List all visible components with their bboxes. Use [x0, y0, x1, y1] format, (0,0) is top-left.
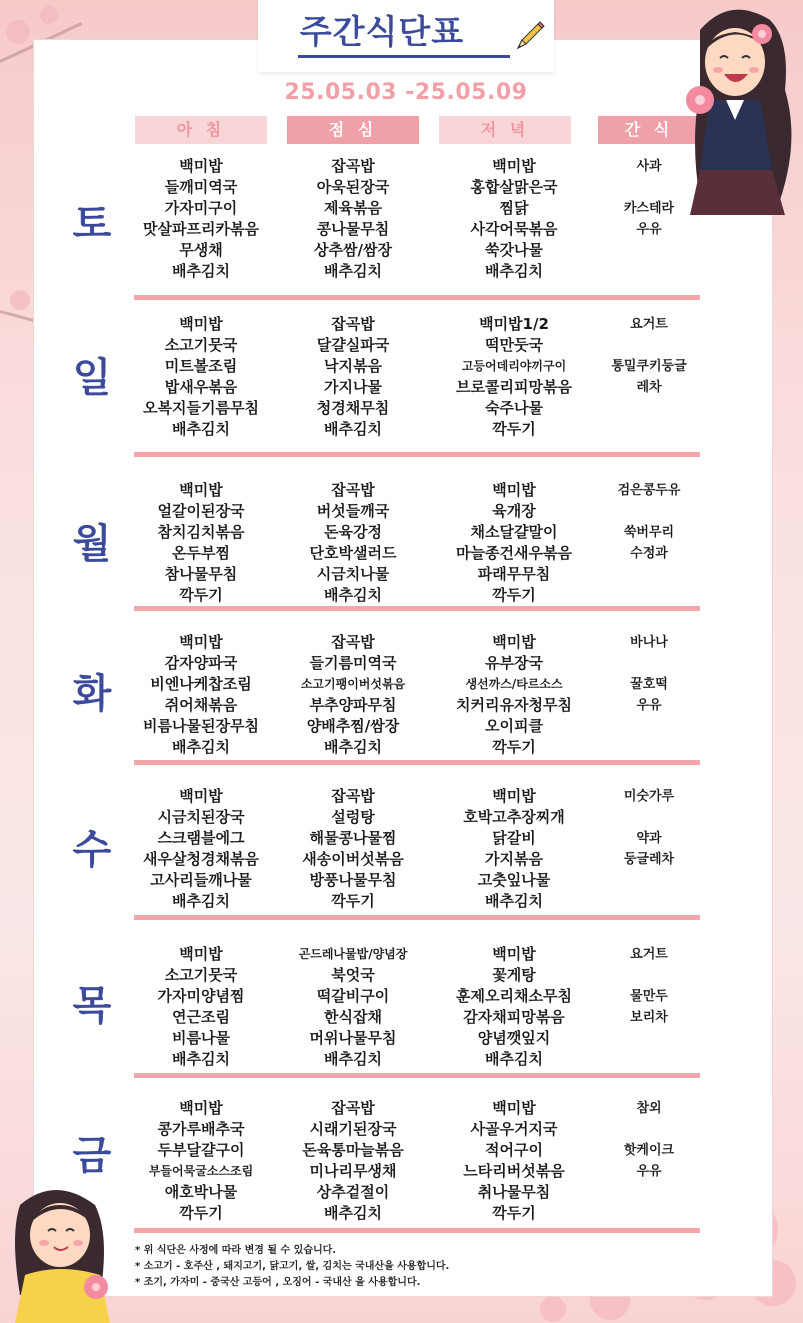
- menu-item: 상추겉절이: [316, 1183, 390, 1201]
- menu-item: 가지나물: [324, 378, 382, 396]
- snack-column: [598, 944, 700, 1070]
- menu-item: 약과: [636, 831, 662, 846]
- menu-item: 새송이버섯볶음: [302, 850, 404, 868]
- menu-item: 콩가루배추국: [157, 1120, 245, 1138]
- menu-item: [598, 398, 700, 419]
- menu-item: 들기름미역국: [309, 654, 397, 672]
- dinner-column: [439, 786, 589, 912]
- page-title: 주간식단표: [299, 12, 465, 51]
- menu-item: 시금치된장국: [157, 808, 245, 826]
- menu-item: 백미밥: [492, 157, 536, 175]
- menu-item: 잡곡밥: [331, 315, 375, 333]
- menu-item: 고춧잎나물: [477, 871, 551, 889]
- dinner-column: [439, 156, 589, 282]
- lunch-column: [287, 786, 419, 912]
- menu-item: 보리차: [630, 1010, 668, 1025]
- menu-item: 배추김치: [172, 892, 230, 910]
- menu-item: 깍두기: [492, 1204, 536, 1222]
- menu-item: [598, 585, 700, 606]
- menu-item: 돈육통마늘볶음: [302, 1141, 404, 1159]
- menu-item: 찜닭: [499, 199, 529, 217]
- day-separator: [134, 606, 700, 611]
- day-label: 수: [72, 827, 112, 873]
- breakfast-column: [135, 1098, 267, 1224]
- breakfast-column: [135, 944, 267, 1070]
- menu-item: 연근조림: [172, 1008, 230, 1026]
- menu-item: 감자양파국: [164, 654, 238, 672]
- snack-column: [598, 1098, 700, 1224]
- menu-item: [598, 1182, 700, 1203]
- menu-item: 단호박샐러드: [309, 544, 397, 562]
- menu-item: 홍합살맑은국: [470, 178, 558, 196]
- menu-item: 머위나물무침: [309, 1029, 397, 1047]
- menu-item: [598, 891, 700, 912]
- menu-item: 요거트: [630, 947, 668, 962]
- menu-item: 우유: [636, 222, 662, 237]
- lunch-column: [287, 1098, 419, 1224]
- snack-column: [598, 480, 700, 606]
- menu-item: 꿀호떡: [630, 677, 668, 692]
- menu-item: [598, 1119, 700, 1140]
- menu-item: 고등어데리야끼구이: [461, 359, 567, 373]
- menu-item: 무생채: [179, 241, 223, 259]
- menu-item: 새우살청경채볶음: [143, 850, 259, 868]
- menu-item: 배추김치: [324, 1050, 382, 1068]
- breakfast-column: [135, 156, 267, 282]
- menu-item: 두부달걀구이: [157, 1141, 245, 1159]
- menu-item: 양배추찜/쌈장: [306, 717, 400, 735]
- menu-item: 미트볼조림: [164, 357, 238, 375]
- menu-item: 맛살파프리카볶음: [143, 220, 259, 238]
- menu-item: 해물콩나물찜: [309, 829, 397, 847]
- menu-item: 배추김치: [172, 738, 230, 756]
- date-range: 25.05.03 -25.05.09: [284, 80, 528, 105]
- menu-item: 파래무무침: [477, 565, 551, 583]
- day-separator: [134, 1073, 700, 1078]
- menu-item: 치커리유자청무침: [456, 696, 572, 714]
- note-line: * 위 식단은 사정에 따라 변경 될 수 있습니다.: [135, 1245, 337, 1256]
- blossom-decoration: [540, 1296, 566, 1322]
- menu-item: 백미밥: [179, 633, 223, 651]
- menu-item: 미나리무생채: [309, 1162, 397, 1180]
- blossom-decoration: [10, 290, 30, 310]
- dinner-column: [439, 1098, 589, 1224]
- menu-item: 백미밥: [179, 157, 223, 175]
- menu-item: 잡곡밥: [331, 787, 375, 805]
- menu-item: 밥새우볶음: [164, 378, 238, 396]
- menu-item: 배추김치: [172, 262, 230, 280]
- menu-item: 육개장: [492, 502, 536, 520]
- menu-item: [598, 564, 700, 585]
- snack-column: [598, 632, 700, 758]
- menu-item: 가자미구이: [164, 199, 238, 217]
- notes: [135, 1243, 449, 1291]
- menu-item: 백미밥: [179, 787, 223, 805]
- menu-item: 고사리들깨나물: [150, 871, 252, 889]
- menu-item: 콩나물무침: [316, 220, 390, 238]
- menu-item: 북엇국: [331, 966, 375, 984]
- menu-item: 닭갈비: [492, 829, 536, 847]
- menu-item: [598, 1028, 700, 1049]
- menu-item: 백미밥: [492, 481, 536, 499]
- breakfast-column: [135, 786, 267, 912]
- dinner-column: [439, 944, 589, 1070]
- menu-item: [598, 965, 700, 986]
- menu-item: [598, 1203, 700, 1224]
- day-separator: [134, 295, 700, 300]
- menu-item: 사과: [636, 159, 662, 174]
- menu-item: 핫케이크: [623, 1143, 675, 1158]
- menu-item: 배추김치: [172, 420, 230, 438]
- menu-item: 깍두기: [179, 586, 223, 604]
- dinner-column: [439, 632, 589, 758]
- menu-item: 쑥버무리: [623, 525, 675, 540]
- menu-item: 오이피클: [485, 717, 543, 735]
- menu-item: 백미밥: [492, 633, 536, 651]
- header-breakfast: 아 침: [135, 116, 267, 144]
- note-line: * 조기, 가자미 - 중국산 고등어 , 오징어 - 국내산 을 사용합니다.: [135, 1277, 421, 1288]
- menu-item: 레차: [636, 380, 662, 395]
- breakfast-column: [135, 314, 267, 440]
- menu-item: 참나물무침: [164, 565, 238, 583]
- lunch-column: [287, 632, 419, 758]
- dinner-column: [439, 314, 589, 440]
- menu-item: 참외: [636, 1101, 662, 1116]
- menu-item: 들깨미역국: [164, 178, 238, 196]
- menu-item: 잡곡밥: [331, 157, 375, 175]
- menu-item: 깍두기: [492, 420, 536, 438]
- menu-item: 비엔나케찹조림: [150, 675, 252, 693]
- menu-item: 배추김치: [324, 1204, 382, 1222]
- title-underline: [298, 55, 510, 58]
- menu-item: 애호박나물: [164, 1183, 238, 1201]
- day-label: 월: [72, 521, 112, 567]
- menu-item: 감자채피망볶음: [463, 1008, 565, 1026]
- menu-item: [598, 261, 700, 282]
- menu-item: 유부장국: [485, 654, 543, 672]
- lunch-column: [287, 944, 419, 1070]
- menu-item: 스크램블에그: [157, 829, 245, 847]
- menu-item: [598, 335, 700, 356]
- menu-item: 상추쌈/쌈장: [314, 241, 392, 259]
- menu-item: 깍두기: [492, 738, 536, 756]
- menu-item: 떡갈비구이: [316, 987, 390, 1005]
- menu-item: 배추김치: [324, 738, 382, 756]
- menu-item: 적어구이: [485, 1141, 543, 1159]
- breakfast-column: [135, 632, 267, 758]
- menu-item: 우유: [636, 1164, 662, 1179]
- menu-item: [598, 716, 700, 737]
- menu-item: 백미밥: [179, 945, 223, 963]
- day-label: 토: [72, 201, 112, 247]
- menu-item: 한식잡채: [324, 1008, 382, 1026]
- menu-item: 백미밥: [492, 787, 536, 805]
- snack-column: [598, 786, 700, 912]
- menu-item: 제육볶음: [324, 199, 382, 217]
- blossom-decoration: [6, 20, 30, 44]
- menu-item: 수정과: [630, 546, 668, 561]
- menu-item: 백미밥: [179, 481, 223, 499]
- menu-item: 비름나물: [172, 1029, 230, 1047]
- menu-item: 잡곡밥: [331, 1099, 375, 1117]
- menu-item: 배추김치: [485, 892, 543, 910]
- menu-item: [598, 240, 700, 261]
- menu-item: 백미밥: [179, 1099, 223, 1117]
- menu-item: 떡만둣국: [485, 336, 543, 354]
- menu-item: 오복지들기름무침: [143, 399, 259, 417]
- menu-item: 호박고추장찌개: [463, 808, 565, 826]
- menu-item: 취나물무침: [477, 1183, 551, 1201]
- pencil-icon: [512, 20, 546, 54]
- menu-item: 채소달걀말이: [470, 523, 558, 541]
- menu-item: 잡곡밥: [331, 633, 375, 651]
- day-label: 일: [72, 355, 112, 401]
- menu-item: 소고기팽이버섯볶음: [300, 677, 406, 691]
- day-separator: [134, 1228, 700, 1233]
- menu-item: 카스테라: [623, 201, 675, 216]
- day-label: 화: [72, 671, 112, 717]
- menu-item: 생선까스/타르소스: [465, 677, 563, 691]
- girl-illustration: [660, 0, 803, 230]
- menu-item: 배추김치: [172, 1050, 230, 1068]
- day-separator: [134, 760, 700, 765]
- menu-item: [598, 737, 700, 758]
- day-separator: [134, 452, 700, 457]
- menu-item: 통밀쿠키둥글: [611, 359, 687, 374]
- day-label: 목: [72, 983, 112, 1029]
- menu-item: 잡곡밥: [331, 481, 375, 499]
- menu-item: 훈제오리채소무침: [456, 987, 572, 1005]
- menu-item: 비름나물된장무침: [143, 717, 259, 735]
- menu-item: 사골우거지국: [470, 1120, 558, 1138]
- menu-item: [598, 807, 700, 828]
- menu-item: 버섯들깨국: [316, 502, 390, 520]
- menu-item: 청경채무침: [316, 399, 390, 417]
- menu-item: 돈육강정: [324, 523, 382, 541]
- menu-item: 검은콩두유: [617, 483, 681, 498]
- menu-item: 달걀실파국: [316, 336, 390, 354]
- header-lunch: 점 심: [287, 116, 419, 144]
- note-line: * 소고기 - 호주산 , 돼지고기, 닭고기, 쌀, 김치는 국내산을 사용합니다.: [135, 1261, 450, 1272]
- menu-item: 가자미양념찜: [157, 987, 245, 1005]
- menu-item: 가지볶음: [485, 850, 543, 868]
- menu-item: 깍두기: [331, 892, 375, 910]
- girl-illustration: [0, 1175, 130, 1323]
- menu-item: 쥐어채볶음: [164, 696, 238, 714]
- menu-item: 쑥갓나물: [485, 241, 543, 259]
- menu-item: [598, 870, 700, 891]
- menu-item: 배추김치: [485, 262, 543, 280]
- menu-item: 느타리버섯볶음: [463, 1162, 565, 1180]
- dinner-column: [439, 480, 589, 606]
- menu-item: 브로콜리피망볶음: [456, 378, 572, 396]
- menu-item: [598, 653, 700, 674]
- day-label: 금: [72, 1133, 112, 1179]
- menu-item: 온두부찜: [172, 544, 230, 562]
- menu-item: 시금치나물: [316, 565, 390, 583]
- menu-item: 소고기뭇국: [164, 966, 238, 984]
- header-dinner: 저 녁: [439, 116, 571, 144]
- menu-item: 미숫가루: [623, 789, 675, 804]
- menu-item: 설렁탕: [331, 808, 375, 826]
- menu-item: 백미밥: [179, 315, 223, 333]
- menu-item: 부들어묵굴소스조림: [148, 1164, 254, 1178]
- menu-item: 시래기된장국: [309, 1120, 397, 1138]
- menu-item: 백미밥: [492, 945, 536, 963]
- header-snack: 간 식: [598, 116, 700, 144]
- menu-item: 낙지볶음: [324, 357, 382, 375]
- menu-item: [598, 419, 700, 440]
- menu-item: 배추김치: [485, 1050, 543, 1068]
- menu-item: 사각어묵볶음: [470, 220, 558, 238]
- menu-item: 방풍나물무침: [309, 871, 397, 889]
- menu-item: 참치김치볶음: [157, 523, 245, 541]
- menu-item: 얼갈이된장국: [157, 502, 245, 520]
- day-separator: [134, 915, 700, 920]
- menu-item: 아욱된장국: [316, 178, 390, 196]
- menu-item: 물만두: [630, 989, 668, 1004]
- menu-item: 요거트: [630, 317, 668, 332]
- lunch-column: [287, 314, 419, 440]
- menu-item: 바나나: [630, 635, 668, 650]
- menu-item: 백미밥: [492, 1099, 536, 1117]
- menu-item: 백미밥1/2: [479, 315, 549, 333]
- menu-item: 양념깻잎지: [477, 1029, 551, 1047]
- blossom-decoration: [40, 6, 58, 24]
- menu-item: 숙주나물: [485, 399, 543, 417]
- breakfast-column: [135, 480, 267, 606]
- menu-item: 배추김치: [324, 420, 382, 438]
- lunch-column: [287, 156, 419, 282]
- menu-item: [598, 501, 700, 522]
- menu-item: 부추양파무침: [309, 696, 397, 714]
- menu-item: [598, 1049, 700, 1070]
- lunch-column: [287, 480, 419, 606]
- menu-item: 배추김치: [324, 586, 382, 604]
- menu-item: 꽃게탕: [492, 966, 536, 984]
- menu-item: 깍두기: [179, 1204, 223, 1222]
- snack-column: [598, 314, 700, 440]
- menu-item: 소고기뭇국: [164, 336, 238, 354]
- menu-item: 둥글레차: [623, 852, 675, 867]
- menu-item: 마늘종건새우볶음: [456, 544, 572, 562]
- menu-item: 곤드레나물밥/양념장: [298, 947, 408, 961]
- menu-item: 배추김치: [324, 262, 382, 280]
- menu-item: 깍두기: [492, 586, 536, 604]
- menu-item: 우유: [636, 698, 662, 713]
